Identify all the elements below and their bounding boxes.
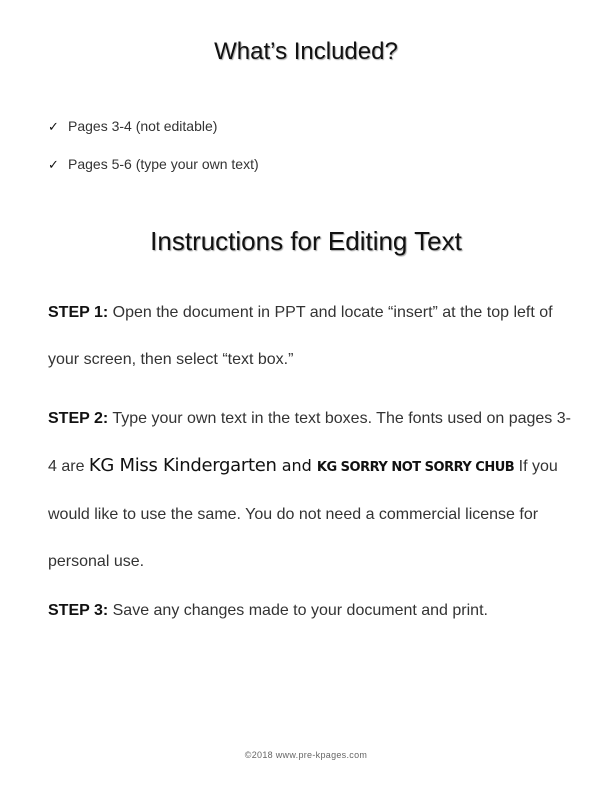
step-3-paragraph <box>48 587 578 634</box>
instructions-title: Instructions for Editing Text <box>150 226 462 256</box>
step-2-and: and <box>276 456 317 475</box>
step-3-text: Save any changes made to your document and print. <box>108 602 488 619</box>
checkmark-icon: ✓ <box>48 119 59 134</box>
included-item <box>48 156 259 173</box>
page-title: What’s Included? <box>214 38 398 65</box>
step-2-paragraph <box>48 395 578 585</box>
included-item-label: Pages 5-6 (type your own text) <box>68 156 259 172</box>
step-2-text-a: Type your own text in the text boxes. The fonts used on pages 3-4 are <box>48 410 571 475</box>
step-2-text-b: If you would like to use the same. You do not need a commercial license for personal use. <box>48 458 558 570</box>
checkmark-icon: ✓ <box>48 157 59 172</box>
font-name-miss-kindergarten: KG Miss Kindergarten <box>88 455 277 476</box>
step-2-label: STEP 2: <box>48 410 109 427</box>
included-item <box>48 118 217 135</box>
font-name-sorry-not-sorry: KG SORRY NOT SORRY CHUB <box>316 460 515 475</box>
step-1-text: Open the document in PPT and locate “insert” at the top left of your screen, then select “text box.” <box>48 304 553 368</box>
step-1-label: STEP 1: <box>48 304 109 321</box>
step-1-paragraph <box>48 289 578 383</box>
copyright-footer: ©2018 www.pre-kpages.com <box>244 750 368 760</box>
included-item-label: Pages 3-4 (not editable) <box>68 118 218 134</box>
step-3-label: STEP 3: <box>48 602 109 619</box>
